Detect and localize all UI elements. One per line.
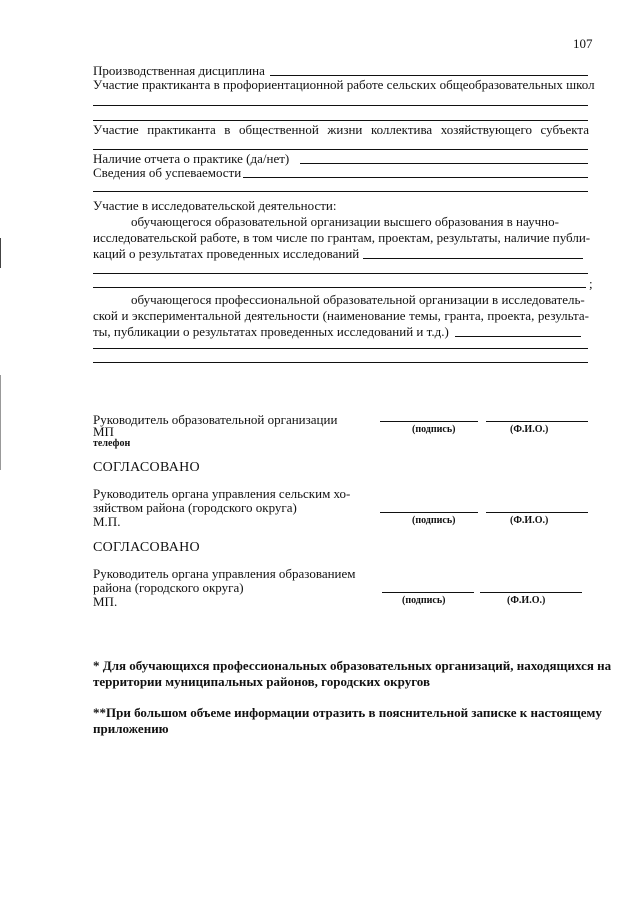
field-discipline-line[interactable] bbox=[270, 75, 588, 76]
org-head-sign-caption: (подпись) bbox=[412, 424, 456, 435]
research-vocational-line-2: ской и экспериментальной деятельности (наименование темы, гранта, проекта, результа- bbox=[93, 308, 589, 323]
research-vocational-line-3: ты, публикации о результатах проведенных исследований и т.д.) bbox=[93, 324, 449, 339]
footnote-2 bbox=[93, 705, 602, 737]
edu-head-label-line-1: Руководитель органа управления образованием bbox=[93, 566, 356, 581]
field-discipline-label: Производственная дисциплина bbox=[93, 63, 265, 78]
field-performance-line-2[interactable] bbox=[93, 191, 588, 192]
research-semicolon: ; bbox=[589, 276, 593, 291]
field-report-line[interactable] bbox=[300, 163, 588, 164]
footnote-1 bbox=[93, 658, 612, 690]
scan-edge-mark bbox=[0, 375, 1, 470]
research-higher-ed-field-2[interactable] bbox=[93, 273, 588, 274]
agri-head-fio-line[interactable] bbox=[486, 512, 588, 513]
org-head-fio-line[interactable] bbox=[486, 421, 588, 422]
field-performance-label: Сведения об успеваемости bbox=[93, 165, 242, 180]
field-career-guidance-line-1[interactable] bbox=[93, 105, 588, 106]
footnote-1-line-1: * Для обучающихся профессиональных образовательных организаций, находящихся на bbox=[93, 658, 612, 673]
org-head-mp: МП bbox=[93, 424, 114, 439]
agri-head-signature-line[interactable] bbox=[380, 512, 478, 513]
edu-head-sign-caption: (подпись) bbox=[402, 595, 446, 606]
edu-head-fio-line[interactable] bbox=[480, 592, 582, 593]
edu-head-signature-line[interactable] bbox=[382, 592, 474, 593]
agri-head-sign-caption: (подпись) bbox=[412, 515, 456, 526]
page-number: 107 bbox=[573, 36, 593, 51]
field-career-guidance-line-2[interactable] bbox=[93, 120, 588, 121]
agreed-heading-1: СОГЛАСОВАНО bbox=[93, 460, 200, 475]
org-head-label: Руководитель образовательной организации bbox=[93, 412, 338, 427]
research-higher-ed-field-3[interactable] bbox=[93, 287, 586, 288]
scan-edge-mark bbox=[0, 238, 1, 268]
org-head-fio-caption: (Ф.И.О.) bbox=[510, 424, 549, 435]
org-head-phone: телефон bbox=[93, 438, 131, 449]
field-performance-line[interactable] bbox=[243, 177, 588, 178]
footnote-2-line-1: **При большом объеме информации отразить в пояснительной записке к настоящему bbox=[93, 705, 602, 720]
footnote-1-line-2: территории муниципальных районов, городских округов bbox=[93, 674, 431, 689]
edu-head-fio-caption: (Ф.И.О.) bbox=[507, 595, 546, 606]
field-social-life-label: Участие практиканта в общественной жизни коллектива хозяйствующего субъекта bbox=[93, 122, 589, 137]
edu-head-mp: МП. bbox=[93, 594, 118, 609]
research-higher-ed-line-1: обучающегося образовательной организации высшего образования в научно- bbox=[131, 214, 559, 229]
field-report-label: Наличие отчета о практике (да/нет) bbox=[93, 151, 290, 166]
agri-head-label-line-2: зяйством района (городского округа) bbox=[93, 500, 297, 515]
research-higher-ed-line-3: каций о результатах проведенных исследований bbox=[93, 246, 360, 261]
research-vocational-field-2[interactable] bbox=[93, 348, 588, 349]
research-vocational-field-1[interactable] bbox=[455, 336, 581, 337]
agreed-heading-2: СОГЛАСОВАНО bbox=[93, 540, 200, 555]
research-vocational-field-3[interactable] bbox=[93, 362, 588, 363]
field-career-guidance-label: Участие практиканта в профориентационной работе сельских общеобразовательных школ bbox=[93, 77, 595, 92]
agri-head-mp: М.П. bbox=[93, 514, 121, 529]
org-head-signature-line[interactable] bbox=[380, 421, 478, 422]
field-social-life-line[interactable] bbox=[93, 149, 588, 150]
research-vocational-line-1: обучающегося профессиональной образовательной организации в исследователь- bbox=[131, 292, 585, 307]
agri-head-label-line-1: Руководитель органа управления сельским хо- bbox=[93, 486, 351, 501]
research-higher-ed-line-2: исследовательской работе, в том числе по грантам, проектам, результаты, наличие публи- bbox=[93, 230, 591, 245]
research-higher-ed-field-1[interactable] bbox=[363, 258, 583, 259]
edu-head-label-line-2: района (городского округа) bbox=[93, 580, 244, 595]
agri-head-fio-caption: (Ф.И.О.) bbox=[510, 515, 549, 526]
footnote-2-line-2: приложению bbox=[93, 721, 169, 736]
research-heading: Участие в исследовательской деятельности: bbox=[93, 198, 337, 213]
